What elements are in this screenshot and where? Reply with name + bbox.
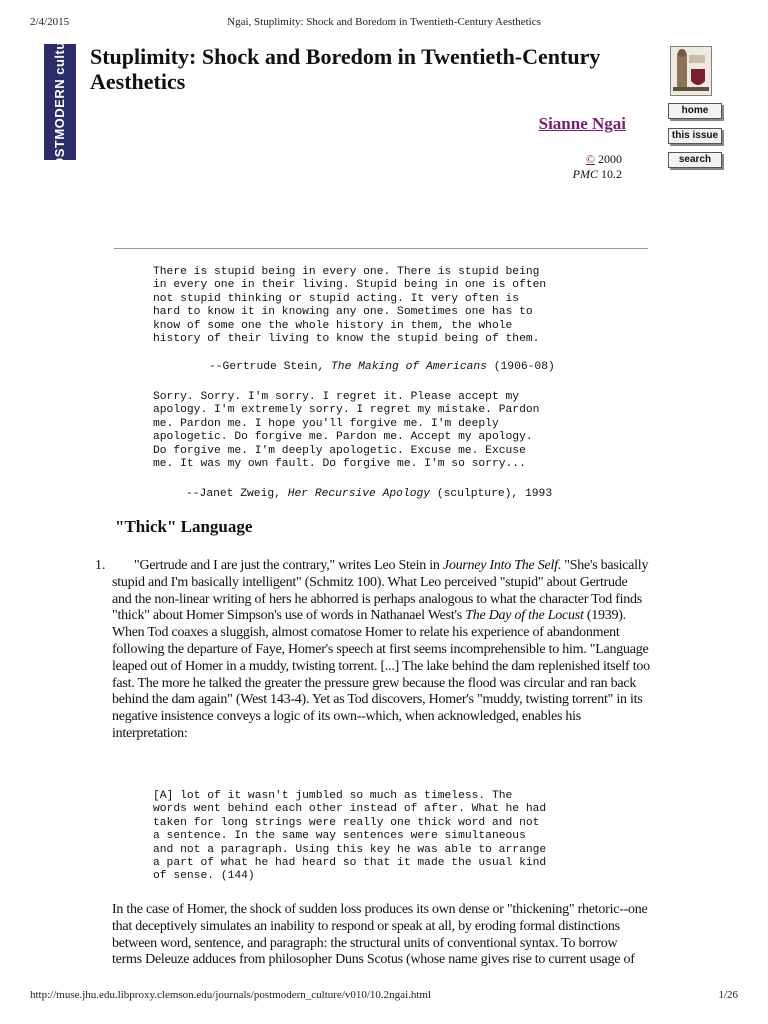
block-quote: [A] lot of it wasn't jumbled so much as timeless. The words went behind each other instead of after. What he had taken for long strings were really one thick word and not a sentence. In the same way sentences were simultaneous and not a paragraph. Using this key he was able to arrange a part of what he had heard so that it made the usual kind of sense. (144) [153,790,547,883]
book-title: The Day of the Locust [465,608,584,624]
journal-logo-text: POSTMODERN culture [52,27,68,177]
attribution-suffix: (sculpture), 1993 [430,488,553,500]
epigraph-stein: There is stupid being in every one. There is stupid being in every one in their living. Stupid being in one is often not stupid thinking or stupid acting. It very often is hard to know it in knowing any one. Sometimes one has to know of some one the whole history in them, the whole history of their living to know the stupid being of them. [153,266,547,346]
print-page-number: 1/26 [718,989,738,1001]
print-footer [0,989,768,1003]
print-header [0,16,768,30]
attribution-prefix: --Gertrude Stein, [209,361,332,373]
copyright-year: 2000 [598,152,622,166]
epigraph-stein-attribution [209,361,555,373]
issue-line [573,167,622,182]
book-title: Journey Into The Self [442,558,558,573]
paragraph-1-text-c: (1939). When Tod coaxes a sluggish, almost comatose Homer to relate his experience of abandonment following the departure of Faye, Homer's speech at first seems incomprehensible to him. "Language leaped out of Homer in a muddy, twisting torrent. [...] The lake behind the dam replenished itself too fast. The more he talked the greater the pressure grew because the flood was circular and ran back behind the dam again" (West 143-4). Yet as Tod discovers, Homer's "muddy, twisting torrent" in its negative insistence conveys a logic of its own--which, when acknowledged, enables his interpretation: [112,608,650,741]
copyright-line [586,152,622,167]
author-link[interactable]: Sianne Ngai [538,114,626,133]
search-button[interactable]: search [668,152,722,168]
issue-number: 10.2 [601,167,622,181]
copyright-link[interactable]: © [585,152,595,166]
muse-emblem-icon [671,47,711,95]
attribution-prefix: --Janet Zweig, [186,488,288,500]
paragraph-1-text-b: . "She's basically stupid and I'm basically intelligent" (Schmitz 100). What Leo perceived "stupid" about Gertrude and the non-linear writing of hers he abhorred is perhaps analogous to what the character Tod finds "thick" about Homer Simpson's use of words in Nathanael West's [112,558,649,624]
paragraph-number: 1. [95,558,106,573]
epigraph-zweig: Sorry. Sorry. I'm sorry. I regret it. Please accept my apology. I'm extremely sorry. I regret my mistake. Pardon me. Pardon me. I hope you'll forgive me. I'm deeply apologetic. Do forgive me. Pardon me. Accept my apology. Do forgive me. I'm deeply apologetic. Excuse me. Excuse me. It was my own fault. Do forgive me. I'm so sorry... [153,391,540,471]
epigraph-zweig-attribution [186,488,552,500]
paragraph-1 [112,558,650,743]
project-muse-logo[interactable] [670,46,712,96]
home-button[interactable]: home [668,103,722,119]
print-document-title: Ngai, Stuplimity: Shock and Boredom in Twentieth-Century Aesthetics [227,16,541,28]
print-url: http://muse.jhu.edu.libproxy.clemson.edu/journals/postmodern_culture/v010/10.2ngai.html [30,989,432,1001]
attribution-suffix: (1906-08) [486,361,555,373]
header-divider [114,248,648,249]
section-heading: "Thick" Language [115,517,253,536]
attribution-work: The Making of Americans [331,361,487,373]
this-issue-button[interactable]: this issue [668,128,722,144]
article-title: Stuplimity: Shock and Boredom in Twentieth-Century Aesthetics [90,44,601,94]
postmodern-culture-logo[interactable] [44,27,76,177]
print-date: 2/4/2015 [30,16,70,28]
paragraph-2: In the case of Homer, the shock of sudden loss produces its own dense or "thickening" rhetoric--one that deceptively simulates an inability to respond or speak at all, by eroding formal distinctions between word, sentence, and paragraph: the structural units of conventional syntax. To borrow terms Deleuze adduces from philosopher Duns Scotus (whose name gives rise to current usage of [112,902,648,968]
paragraph-1-text-a: "Gertrude and I are just the contrary," writes Leo Stein in [134,558,443,573]
journal-abbrev: PMC [572,167,598,181]
attribution-work: Her Recursive Apology [287,488,431,500]
